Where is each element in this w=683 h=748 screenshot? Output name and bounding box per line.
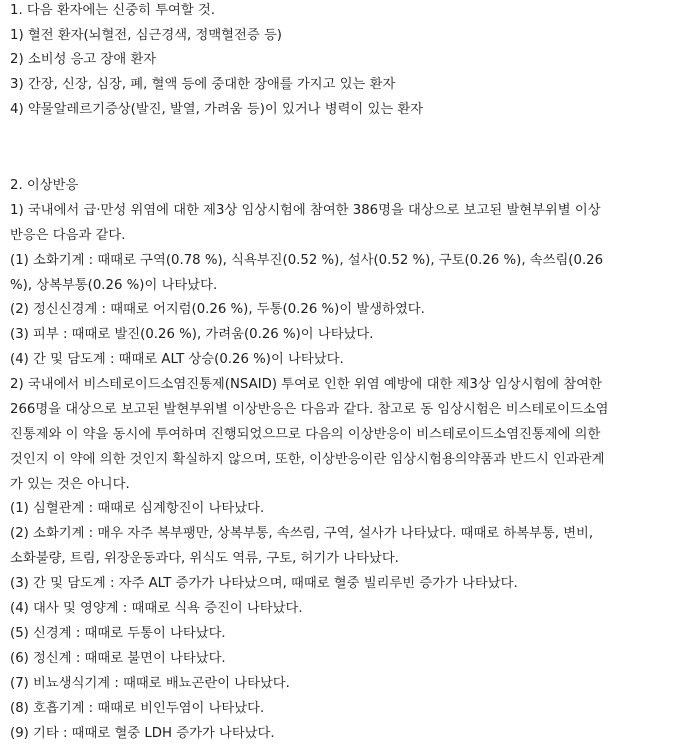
section-1-heading: 1. 다음 환자에는 신중히 투여할 것. [10, 3, 216, 18]
text-line: 2) 국내에서 비스테로이드소염진통제(NSAID) 투여로 인한 위염 예방에 대한 제3상 임상시험에 참여한 [10, 377, 602, 392]
section-2-heading: 2. 이상반응 [10, 178, 79, 193]
text-line: (2) 정신신경계 : 때때로 어지럼(0.26 %), 두통(0.26 %)이 발생하였다. [10, 302, 425, 317]
caution-item-3: 3) 간장, 신장, 심장, 폐, 혈액 등에 중대한 장애를 가지고 있는 환자 [10, 77, 396, 92]
text-line: (7) 비뇨생식기계 : 때때로 배뇨곤란이 나타났다. [10, 676, 290, 691]
text-line: 1) 국내에서 급·만성 위염에 대한 제3상 임상시험에 참여한 386명을 대상으로 보고된 발현부위별 이상 [10, 203, 601, 218]
text-line: 진통제와 이 약을 동시에 투여하며 진행되었으므로 다음의 이상반응이 비스테로이드소염진통제에 의한 [10, 427, 601, 442]
caution-item-1: 1) 혈전 환자(뇌혈전, 심근경색, 정맥혈전증 등) [10, 28, 282, 43]
text-line: %), 상복부통(0.26 %)이 나타났다. [10, 278, 218, 293]
text-line: 가 있는 것은 아니다. [10, 477, 130, 492]
text-line: (8) 호흡기계 : 때때로 비인두염이 나타났다. [10, 701, 265, 716]
caution-item-4: 4) 약물알레르기증상(발진, 발열, 가려움 등)이 있거나 병력이 있는 환자 [10, 102, 424, 117]
text-line: (3) 피부 : 때때로 발진(0.26 %), 가려움(0.26 %)이 나타났다. [10, 327, 374, 342]
text-line: 266명을 대상으로 보고된 발현부위별 이상반응은 다음과 같다. 참고로 동 임상시험은 비스테로이드소염 [10, 402, 609, 417]
text-line: (4) 간 및 담도계 : 때때로 ALT 상승(0.26 %)이 나타났다. [10, 352, 344, 367]
text-line: (6) 정신계 : 때때로 불면이 나타났다. [10, 651, 226, 666]
text-line: 소화불량, 트림, 위장운동과다, 위식도 역류, 구토, 허기가 나타났다. [10, 551, 399, 566]
text-line: (9) 기타 : 때때로 혈중 LDH 증가가 나타났다. [10, 726, 275, 741]
text-line: (3) 간 및 담도계 : 자주 ALT 증가가 나타났으며, 때때로 혈중 빌리루빈 증가가 나타났다. [10, 576, 518, 591]
text-line: 반응은 다음과 같다. [10, 228, 126, 243]
caution-item-2: 2) 소비성 응고 장애 환자 [10, 52, 157, 67]
text-line: 것인지 이 약에 의한 것인지 확실하지 않으며, 또한, 이상반응이란 임상시험용의약품과 반드시 인과관계 [10, 452, 605, 467]
text-line: (1) 소화기계 : 때때로 구역(0.78 %), 식욕부진(0.52 %), 설사(0.52 %), 구토(0.26 %), 속쓰림(0.26 [10, 253, 604, 268]
text-line: (2) 소화기계 : 매우 자주 복부팽만, 상복부통, 속쓰림, 구역, 설사가 나타났다. 때때로 하복부통, 변비, [10, 526, 594, 541]
text-line: (5) 신경계 : 때때로 두통이 나타났다. [10, 626, 226, 641]
text-line: (4) 대사 및 영양계 : 때때로 식욕 증진이 나타났다. [10, 601, 303, 616]
text-line: (1) 심혈관계 : 때때로 심계항진이 나타났다. [10, 501, 265, 516]
